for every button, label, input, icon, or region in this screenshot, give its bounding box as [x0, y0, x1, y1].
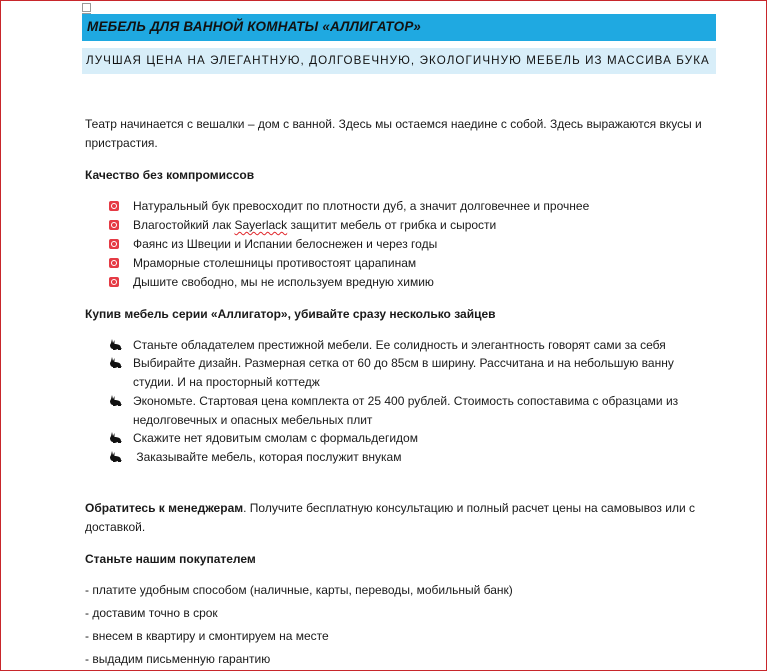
- rabbit-bullet-icon: [109, 339, 123, 351]
- customer-item: - выдадим письменную гарантию: [85, 652, 271, 666]
- move-handle-icon[interactable]: [82, 3, 91, 12]
- quality-item: Натуральный бук превосходит по плотности дуб, а значит долговечнее и прочнее: [133, 199, 590, 213]
- customer-heading: Станьте нашим покупателем: [85, 552, 256, 566]
- flower-bullet-icon: [109, 201, 119, 211]
- contact-bold: Обратитесь к менеджерам: [85, 501, 244, 515]
- benefit-item-continuation: студии. И на просторный коттедж: [133, 375, 320, 389]
- benefit-item: Выбирайте дизайн. Размерная сетка от 60 до 85см в ширину. Рассчитана и на небольшую ванну: [133, 356, 674, 370]
- flower-bullet-icon: [109, 277, 119, 287]
- rabbit-bullet-icon: [109, 451, 123, 463]
- benefit-item: Экономьте. Стартовая цена комплекта от 25 400 рублей. Стоимость сопоставима с образцами из: [133, 394, 679, 408]
- benefit-item: Станьте обладателем престижной мебели. Ее солидность и элегантность говорят сами за себя: [133, 338, 666, 352]
- quality-item: Дышите свободно, мы не используем вредную химию: [133, 275, 434, 289]
- quality-item: Фаянс из Швеции и Испании белоснежен и через годы: [133, 237, 438, 251]
- rabbit-bullet-icon: [109, 432, 123, 444]
- benefits-heading: Купив мебель серии «Аллигатор», убивайте сразу несколько зайцев: [85, 307, 496, 321]
- page-title: МЕБЕЛЬ ДЛЯ ВАННОЙ КОМНАТЫ «АЛЛИГАТОР»: [87, 19, 421, 34]
- title-banner: [82, 14, 716, 41]
- intro-line-2: пристрастия.: [85, 136, 158, 150]
- contact-line-2: доставкой.: [85, 520, 146, 534]
- benefit-item: Заказывайте мебель, которая послужит внукам: [133, 450, 402, 464]
- quality-item: Влагостойкий лак Sayerlack защитит мебель от грибка и сырости: [133, 218, 497, 232]
- page-subtitle: ЛУЧШАЯ ЦЕНА НА ЭЛЕГАНТНУЮ, ДОЛГОВЕЧНУЮ, ЭКОЛОГИЧНУЮ МЕБЕЛЬ ИЗ МАССИВА БУКА: [86, 54, 710, 67]
- quality-item: Мраморные столешницы противостоят царапинам: [133, 256, 417, 270]
- customer-item: - внесем в квартиру и смонтируем на месте: [85, 629, 329, 643]
- rabbit-bullet-icon: [109, 395, 123, 407]
- intro-line-1: Театр начинается с вешалки – дом с ванной. Здесь мы остаемся наедине с собой. Здесь выражаются вкусы и: [85, 117, 702, 131]
- customer-item: - доставим точно в срок: [85, 606, 218, 620]
- flower-bullet-icon: [109, 258, 119, 268]
- customer-item: - платите удобным способом (наличные, карты, переводы, мобильный банк): [85, 583, 513, 597]
- quality-heading: Качество без компромиссов: [85, 168, 255, 182]
- subtitle-banner: [82, 48, 716, 74]
- rabbit-bullet-icon: [109, 357, 123, 369]
- flower-bullet-icon: [109, 239, 119, 249]
- benefit-item: Скажите нет ядовитым смолам с формальдегидом: [133, 431, 418, 445]
- flower-bullet-icon: [109, 220, 119, 230]
- spellcheck-word[interactable]: Sayerlack: [234, 218, 288, 232]
- contact-line-1: Обратитесь к менеджерам. Получите бесплатную консультацию и полный расчет цены на самовывоз или с: [85, 501, 696, 515]
- benefit-item-continuation: недолговечных и опасных мебельных плит: [133, 413, 373, 427]
